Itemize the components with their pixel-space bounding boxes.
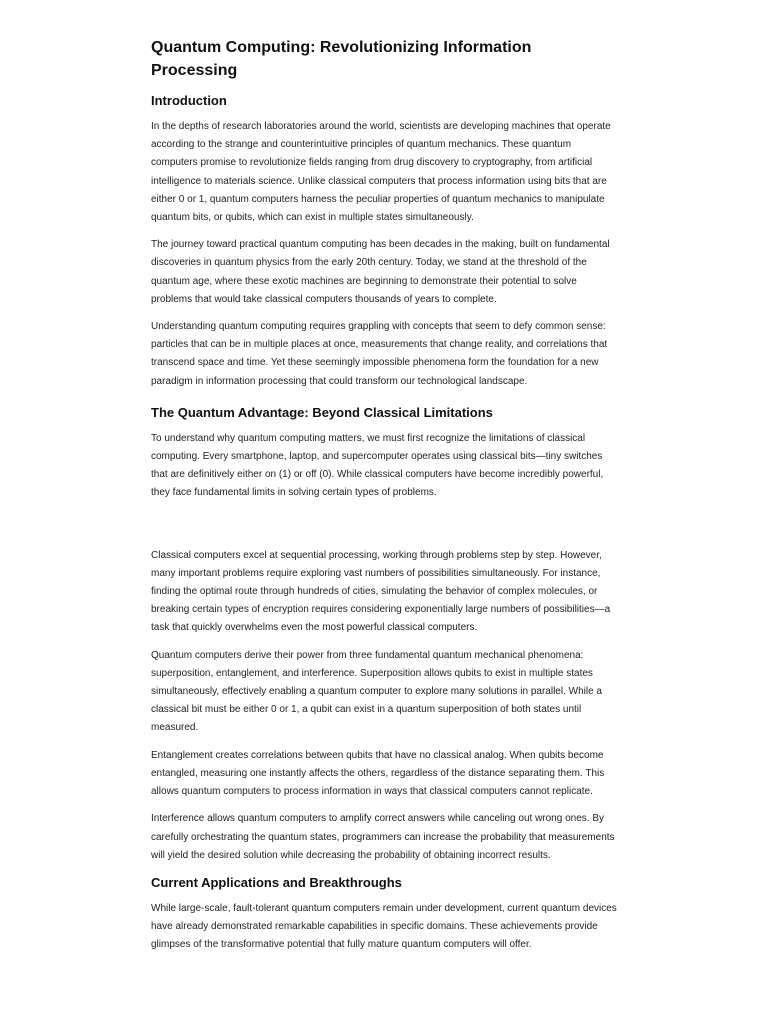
paragraph: Quantum computers derive their power from three fundamental quantum mechanical phenomena: superposition, entanglement, and interference. Superposition allows qubits to exist in multiple states simultaneously, effectively enabling a quantum computer to explore many solutions in parallel. While a classical bit must be either 0 or 1, a qubit can exist in a quantum superposition of both states until measured. — [151, 649, 602, 734]
paragraph: While large-scale, fault-tolerant quantum computers remain under development, current quantum devices have already demonstrated remarkable capabilities in specific domains. These achievements provide glimpses of the transformative potential that fully mature quantum computers will offer. — [151, 902, 617, 951]
section-heading-introduction: Introduction — [151, 93, 227, 108]
paragraph: Classical computers excel at sequential processing, working through problems step by step. However, many important problems require exploring vast numbers of possibilities simultaneously. For instance, finding the optimal route through hundreds of cities, simulating the behavior of complex molecules, or breaking certain types of encryption requires considering exponentially large numbers of possibilities—a task that quickly overwhelms even the most powerful classical computers. — [151, 549, 611, 634]
section-heading-quantum-advantage: The Quantum Advantage: Beyond Classical Limitations — [151, 404, 493, 420]
paragraph: The journey toward practical quantum computing has been decades in the making, built on fundamental discoveries in quantum physics from the early 20th century. Today, we stand at the threshold of the quantum age, where these exotic machines are beginning to demonstrate their potential to solve problems that would take classical computers thousands of years to complete. — [151, 239, 610, 305]
blank-space — [151, 512, 619, 547]
paragraph: Interference allows quantum computers to amplify correct answers while canceling out wrong ones. By carefully orchestrating the quantum states, programmers can increase the probability that measurements will yield the desired solution while decreasing the probability of obtaining incorrect results. — [151, 813, 615, 861]
paragraph: In the depths of research laboratories around the world, scientists are developing machines that operate according to the strange and counterintuitive principles of quantum mechanics. These quantum computers promise to revolutionize fields ranging from drug discovery to cryptography, from artificial intelligence to materials science. Unlike classical computers that process information using bits that are either 0 or 1, quantum computers harness the peculiar properties of quantum mechanics to manipulate quantum bits, or qubits, which can exist in multiple states simultaneously. — [151, 121, 611, 224]
article — [151, 36, 619, 964]
article-title: Quantum Computing: Revolutionizing Information Processing — [151, 39, 532, 79]
paragraph: To understand why quantum computing matters, we must first recognize the limitations of classical computing. Every smartphone, laptop, and supercomputer operates using classical bits—tiny switches that are definitively either on (1) or off (0). While classical computers have become incredibly powerful, they face fundamental limits in solving certain types of problems. — [151, 432, 604, 499]
paragraph: Understanding quantum computing requires grappling with concepts that seem to defy common sense: particles that can be in multiple places at once, measurements that change reality, and correlations that transcend space and time. Yet these seemingly impossible phenomena form the foundation for a new paradigm in information processing that could transform our technological landscape. — [151, 321, 608, 387]
section-heading-current-applications: Current Applications and Breakthroughs — [151, 874, 402, 890]
paragraph: Entanglement creates correlations between qubits that have no classical analog. When qubits become entangled, measuring one instantly affects the others, regardless of the distance separating them. This allows quantum computers to process information in ways that classical computers cannot replicate. — [151, 749, 605, 798]
